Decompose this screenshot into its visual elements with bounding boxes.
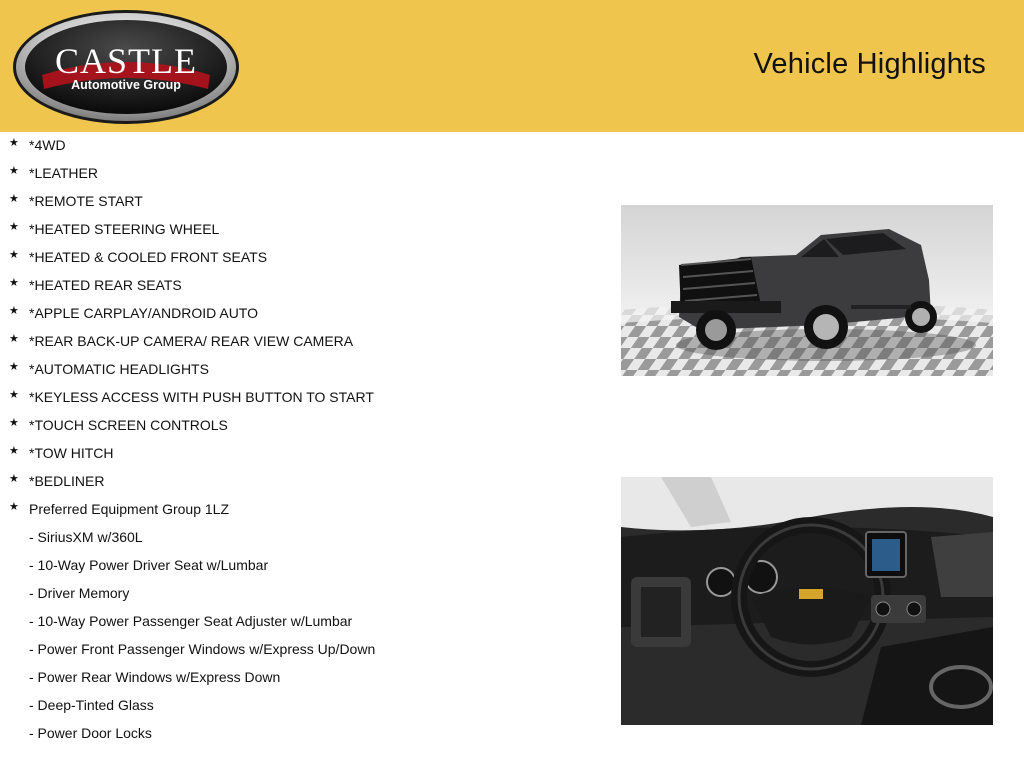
highlight-item bbox=[0, 131, 600, 159]
highlight-text: *LEATHER bbox=[29, 165, 98, 181]
star-bullet-icon: ★ bbox=[9, 249, 19, 261]
highlight-text: - 10-Way Power Passenger Seat Adjuster w/Lumbar bbox=[29, 613, 353, 629]
highlight-text: - Power Rear Windows w/Express Down bbox=[29, 669, 281, 685]
highlight-text: *BEDLINER bbox=[29, 473, 105, 489]
star-bullet-icon: ★ bbox=[9, 193, 19, 205]
highlight-item bbox=[0, 383, 600, 411]
star-bullet-icon: ★ bbox=[9, 165, 19, 177]
highlight-text: *APPLE CARPLAY/ANDROID AUTO bbox=[29, 305, 258, 321]
highlights-list bbox=[0, 131, 600, 747]
highlight-item bbox=[0, 551, 600, 579]
page-title: Vehicle Highlights bbox=[753, 48, 986, 80]
highlight-item bbox=[0, 327, 600, 355]
logo-brand-text: CASTLE bbox=[54, 41, 198, 81]
highlight-text: - Power Door Locks bbox=[29, 725, 152, 741]
highlight-text: *TOW HITCH bbox=[29, 445, 114, 461]
highlight-text: *KEYLESS ACCESS WITH PUSH BUTTON TO START bbox=[29, 389, 374, 405]
highlight-text: *REMOTE START bbox=[29, 193, 143, 209]
highlight-item bbox=[0, 243, 600, 271]
highlight-text: *HEATED & COOLED FRONT SEATS bbox=[29, 249, 268, 265]
highlight-item bbox=[0, 691, 600, 719]
logo-tagline-text: Automotive Group bbox=[71, 78, 181, 92]
highlight-item bbox=[0, 523, 600, 551]
highlight-item bbox=[0, 607, 600, 635]
highlight-item bbox=[0, 663, 600, 691]
highlight-item bbox=[0, 635, 600, 663]
highlight-item bbox=[0, 271, 600, 299]
highlight-text: - Deep-Tinted Glass bbox=[29, 697, 154, 713]
highlight-text: *HEATED STEERING WHEEL bbox=[29, 221, 220, 237]
highlight-text: *TOUCH SCREEN CONTROLS bbox=[29, 417, 228, 433]
truck-interior-photo bbox=[621, 477, 993, 725]
highlight-item bbox=[0, 411, 600, 439]
star-bullet-icon: ★ bbox=[9, 361, 19, 373]
star-bullet-icon: ★ bbox=[9, 501, 19, 513]
star-bullet-icon: ★ bbox=[9, 333, 19, 345]
header-banner bbox=[0, 0, 1024, 132]
star-bullet-icon: ★ bbox=[9, 473, 19, 485]
star-bullet-icon: ★ bbox=[9, 221, 19, 233]
highlight-item bbox=[0, 187, 600, 215]
highlight-text: - SiriusXM w/360L bbox=[29, 529, 143, 545]
highlight-text: - Power Front Passenger Windows w/Express Up/Down bbox=[29, 641, 376, 657]
star-bullet-icon: ★ bbox=[9, 137, 19, 149]
highlight-item bbox=[0, 439, 600, 467]
star-bullet-icon: ★ bbox=[9, 445, 19, 457]
highlight-text: - Driver Memory bbox=[29, 585, 130, 601]
star-bullet-icon: ★ bbox=[9, 389, 19, 401]
castle-logo bbox=[12, 9, 240, 125]
highlight-item bbox=[0, 355, 600, 383]
star-bullet-icon: ★ bbox=[9, 277, 19, 289]
star-bullet-icon: ★ bbox=[9, 417, 19, 429]
highlight-text: - 10-Way Power Driver Seat w/Lumbar bbox=[29, 557, 269, 573]
highlight-text: *AUTOMATIC HEADLIGHTS bbox=[29, 361, 209, 377]
highlight-text: *4WD bbox=[29, 137, 66, 153]
highlight-item bbox=[0, 579, 600, 607]
highlight-item bbox=[0, 299, 600, 327]
highlight-text: *REAR BACK-UP CAMERA/ REAR VIEW CAMERA bbox=[29, 333, 354, 349]
highlight-text: Preferred Equipment Group 1LZ bbox=[29, 501, 229, 517]
highlight-text: *HEATED REAR SEATS bbox=[29, 277, 182, 293]
star-bullet-icon: ★ bbox=[9, 305, 19, 317]
highlight-item bbox=[0, 719, 600, 747]
highlight-item bbox=[0, 159, 600, 187]
highlight-item bbox=[0, 215, 600, 243]
highlight-item bbox=[0, 495, 600, 523]
truck-exterior-photo bbox=[621, 205, 993, 376]
highlight-item bbox=[0, 467, 600, 495]
